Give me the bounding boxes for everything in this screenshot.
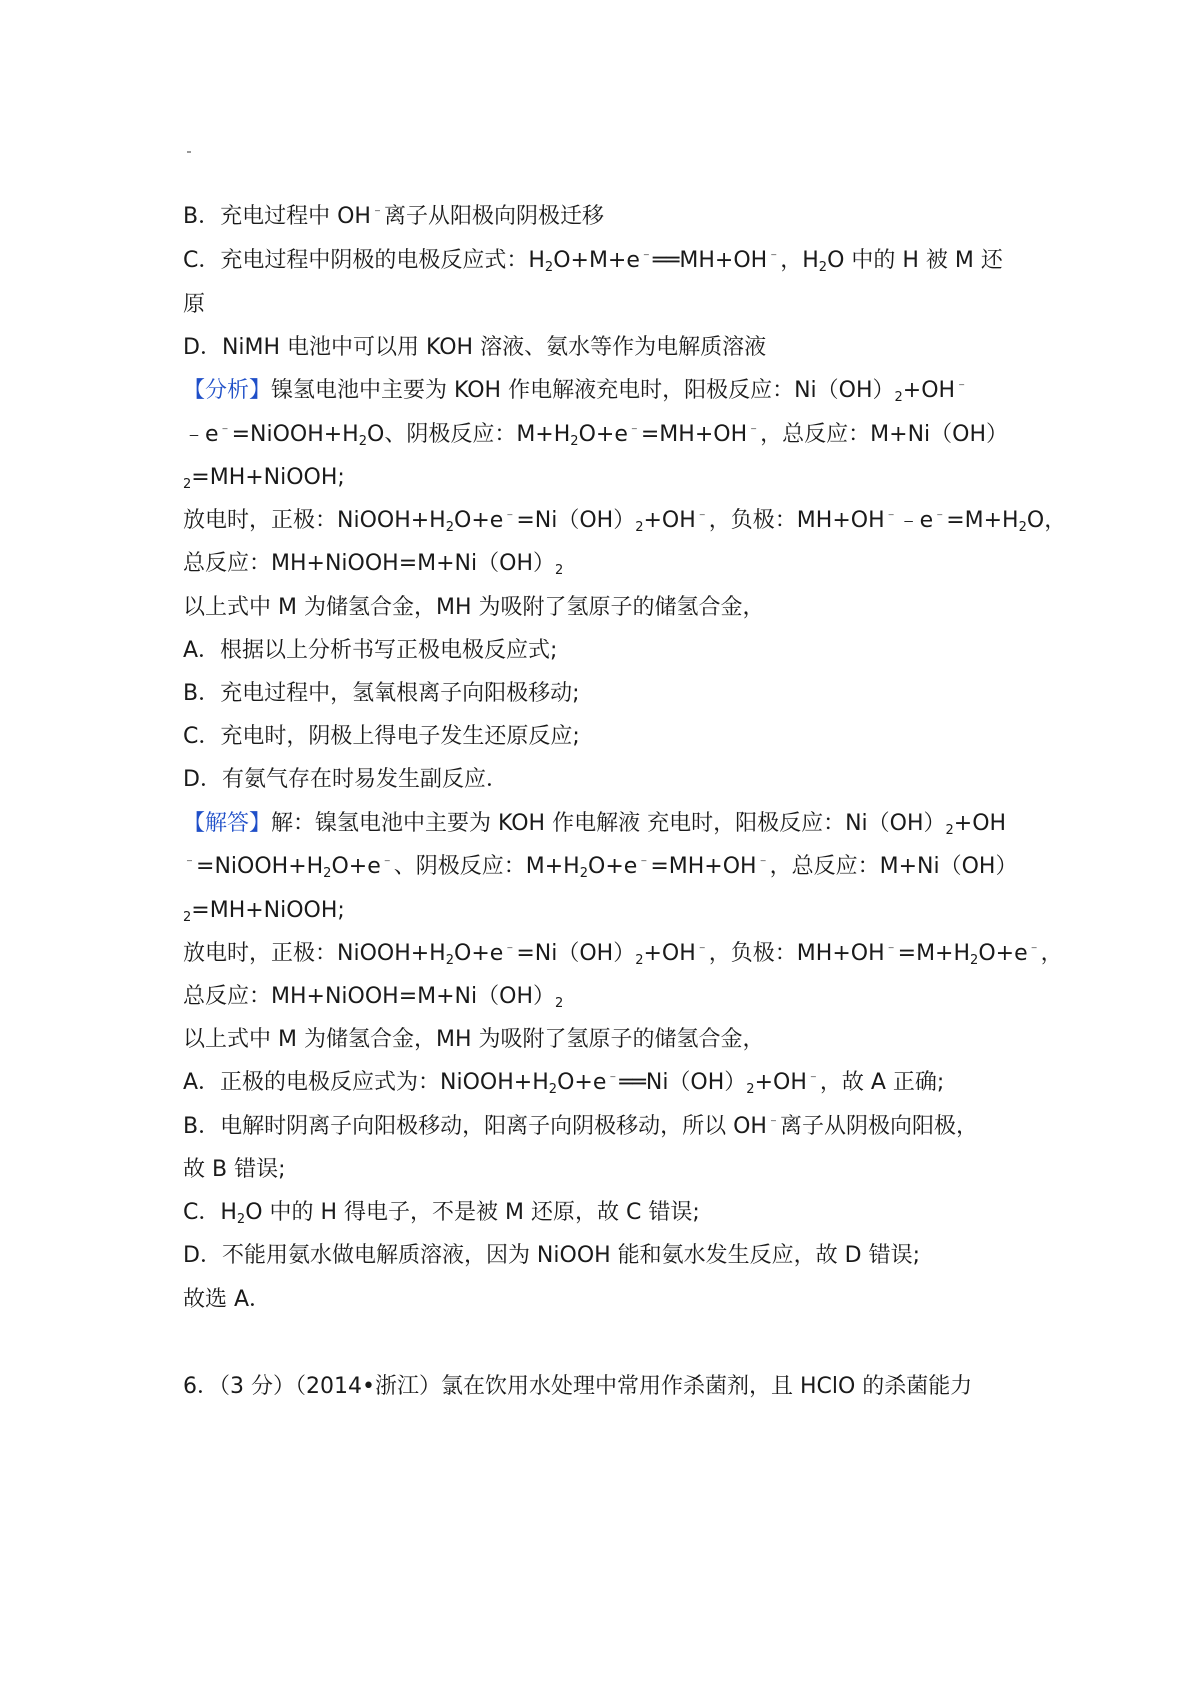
question-6-line: 6．（3 分）（2014•浙江）氯在饮用水处理中常用作杀菌剂，且 HClO 的杀菌能力 xyxy=(183,1374,973,1399)
option-c-line xyxy=(183,246,1028,276)
answer-line-5: 总反应：$MH+NiOOH=M+Ni(OH)_2$ xyxy=(183,984,564,1011)
answer-tag: 【解答】 xyxy=(183,811,272,836)
analysis-line-9: C．充电时，阴极上得电子发生还原反应; xyxy=(183,724,580,749)
answer-line-2: $^﹣=NiOOH+H_2O+e^﹣$、阴极反应：$M+H_2O+e^﹣=MH+OH^﹣$，总反应：M+Ni（OH） xyxy=(183,853,1018,881)
option-d-line: D．NiMH 电池中可以用 KOH 溶液、氨水等作为电解质溶液 xyxy=(183,335,767,360)
option-b-line xyxy=(183,202,604,232)
analysis-tag: 【分析】 xyxy=(183,378,272,403)
answer-line-7: A．正极的电极反应式为：$NiOOH+H_2O+e^﹣══Ni(OH)_2+OH^﹣$，故 A 正确; xyxy=(183,1069,945,1097)
option-b-text: B．充电过程中 OH xyxy=(183,204,371,229)
answer-line-10: D．不能用氨水做电解质溶液，因为 NiOOH 能和氨水发生反应，故 D 错误; xyxy=(183,1243,921,1268)
answer-line-8-continued: 故 B 错误; xyxy=(183,1157,286,1182)
answer-line-8: B．电解时阴离子向阳极移动，阳离子向阴极移动，所以 OH﹣离子从阴极向阳极， xyxy=(183,1113,978,1139)
analysis-line-4: 放电时，正极：$NiOOH+H_2O+e^﹣=Ni(OH)_2+OH^﹣$，负极：$MH+OH^﹣﹣e^﹣=M+H_2O$， xyxy=(183,507,1067,535)
answer-line-1: 【解答】解：镍氢电池中主要为 KOH 作电解液 充电时，阳极反应：$Ni(OH)_2+OH$ xyxy=(183,811,1007,838)
analysis-line-10: D．有氨气存在时易发生副反应． xyxy=(183,767,508,792)
answer-line-6: 以上式中 M 为储氢合金，MH 为吸附了氢原子的储氢合金， xyxy=(183,1027,765,1052)
analysis-line-3: $_2$=MH+NiOOH; xyxy=(183,465,345,492)
analysis-line-5: 总反应：$MH+NiOOH=M+Ni(OH)_2$ xyxy=(183,551,564,578)
option-b-text-end: 离子从阳极向阴极迁移 xyxy=(383,204,604,229)
analysis-line-1: 【分析】镍氢电池中主要为 KOH 作电解液充电时，阳极反应：$Ni(OH)_2+OH^﹣$ xyxy=(183,377,969,405)
analysis-line-6: 以上式中 M 为储氢合金，MH 为吸附了氢原子的储氢合金， xyxy=(183,595,765,620)
option-c-text: C．充电过程中阴极的电极反应式：$H_2O+M+e^﹣══MH+OH^﹣$，$H_2O$ 中的 H 被 M 还 xyxy=(183,247,1003,275)
answer-line-9: C．$H_2O$ 中的 H 得电子，不是被 M 还原，故 C 错误; xyxy=(183,1200,700,1227)
analysis-line-7: A．根据以上分析书写正极电极反应式; xyxy=(183,638,558,663)
analysis-line-2: $﹣e^﹣=NiOOH+H_2O$、阴极反应：$M+H_2O+e^﹣=MH+OH^﹣$，总反应：M+Ni（OH） xyxy=(183,421,1009,449)
charge-sup: ﹣ xyxy=(370,203,384,218)
answer-line-4: 放电时，正极：$NiOOH+H_2O+e^﹣=Ni(OH)_2+OH^﹣$，负极：$MH+OH^﹣=M+H_2O+e^﹣$， xyxy=(183,940,1063,968)
answer-line-11: 故选 A． xyxy=(183,1287,272,1312)
answer-line-3: $_2$=MH+NiOOH; xyxy=(183,898,345,925)
option-c-continued: 原 xyxy=(183,292,206,317)
analysis-line-8: B．充电过程中，氢氧根离子向阳极移动; xyxy=(183,681,580,706)
top-dash-mark xyxy=(187,151,191,153)
